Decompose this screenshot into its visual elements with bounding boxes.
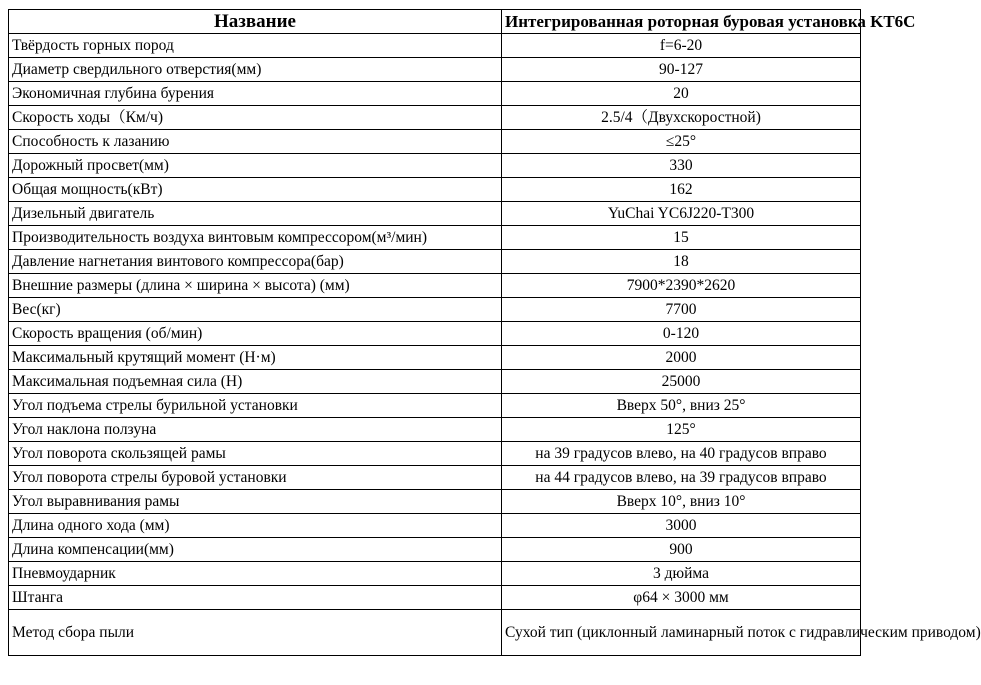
row-value: 15 bbox=[502, 226, 861, 250]
row-value: 3000 bbox=[502, 514, 861, 538]
row-value: на 44 градусов влево, на 39 градусов вправо bbox=[502, 466, 861, 490]
table-row bbox=[9, 250, 861, 274]
row-value: 90-127 bbox=[502, 58, 861, 82]
row-value: 125° bbox=[502, 418, 861, 442]
table-row bbox=[9, 154, 861, 178]
row-label: Твёрдость горных пород bbox=[9, 34, 502, 58]
row-value: 3 дюйма bbox=[502, 562, 861, 586]
table-row bbox=[9, 394, 861, 418]
row-value: YuChai YC6J220-T300 bbox=[502, 202, 861, 226]
row-label: Максимальный крутящий момент (Н·м) bbox=[9, 346, 502, 370]
row-label: Скорость вращения (об/мин) bbox=[9, 322, 502, 346]
row-value: 900 bbox=[502, 538, 861, 562]
row-label: Метод сбора пыли bbox=[9, 610, 502, 656]
table-row bbox=[9, 106, 861, 130]
table-row bbox=[9, 34, 861, 58]
row-label: Длина одного хода (мм) bbox=[9, 514, 502, 538]
row-value: 330 bbox=[502, 154, 861, 178]
row-value: ≤25° bbox=[502, 130, 861, 154]
row-value: 162 bbox=[502, 178, 861, 202]
row-label: Угол поворота стрелы буровой установки bbox=[9, 466, 502, 490]
row-label: Штанга bbox=[9, 586, 502, 610]
table-row bbox=[9, 442, 861, 466]
row-label: Дизельный двигатель bbox=[9, 202, 502, 226]
row-label: Производительность воздуха винтовым компрессором(м³/мин) bbox=[9, 226, 502, 250]
model-column-header: Интегрированная роторная буровая установка KT6C bbox=[502, 10, 861, 34]
table-row bbox=[9, 130, 861, 154]
row-label: Диаметр свердильного отверстия(мм) bbox=[9, 58, 502, 82]
row-value: 18 bbox=[502, 250, 861, 274]
table-row bbox=[9, 226, 861, 250]
table-row bbox=[9, 82, 861, 106]
table-row bbox=[9, 466, 861, 490]
header-row bbox=[9, 10, 861, 34]
row-label: Максимальная подъемная сила (Н) bbox=[9, 370, 502, 394]
row-label: Способность к лазанию bbox=[9, 130, 502, 154]
row-value: на 39 градусов влево, на 40 градусов вправо bbox=[502, 442, 861, 466]
row-label: Внешние размеры (длина × ширина × высота) (мм) bbox=[9, 274, 502, 298]
table-row bbox=[9, 298, 861, 322]
table-row bbox=[9, 202, 861, 226]
row-label: Общая мощность(кВт) bbox=[9, 178, 502, 202]
row-label: Скорость ходы（Км/ч) bbox=[9, 106, 502, 130]
name-column-header: Название bbox=[9, 10, 502, 34]
row-label: Вес(кг) bbox=[9, 298, 502, 322]
row-value: 7700 bbox=[502, 298, 861, 322]
table-row bbox=[9, 490, 861, 514]
row-label: Длина компенсации(мм) bbox=[9, 538, 502, 562]
row-label: Угол наклона ползуна bbox=[9, 418, 502, 442]
row-value: Вверх 10°, вниз 10° bbox=[502, 490, 861, 514]
row-value: Сухой тип (циклонный ламинарный поток с гидравлическим приводом) bbox=[502, 610, 861, 656]
row-label: Угол поворота скользящей рамы bbox=[9, 442, 502, 466]
row-value: 0-120 bbox=[502, 322, 861, 346]
table-row bbox=[9, 178, 861, 202]
row-label: Давление нагнетания винтового компрессора(бар) bbox=[9, 250, 502, 274]
table-row bbox=[9, 586, 861, 610]
row-label: Угол выравнивания рамы bbox=[9, 490, 502, 514]
row-value: 25000 bbox=[502, 370, 861, 394]
table-row bbox=[9, 418, 861, 442]
table-row bbox=[9, 562, 861, 586]
table-row bbox=[9, 370, 861, 394]
table-row bbox=[9, 538, 861, 562]
table-row bbox=[9, 610, 861, 656]
table-row bbox=[9, 322, 861, 346]
table-row bbox=[9, 514, 861, 538]
row-value: 20 bbox=[502, 82, 861, 106]
row-value: Вверх 50°, вниз 25° bbox=[502, 394, 861, 418]
row-value: f=6-20 bbox=[502, 34, 861, 58]
row-value: 7900*2390*2620 bbox=[502, 274, 861, 298]
row-label: Экономичная глубина бурения bbox=[9, 82, 502, 106]
row-value: φ64 × 3000 мм bbox=[502, 586, 861, 610]
row-value: 2000 bbox=[502, 346, 861, 370]
row-label: Дорожный просвет(мм) bbox=[9, 154, 502, 178]
table-row bbox=[9, 58, 861, 82]
row-label: Пневмоударник bbox=[9, 562, 502, 586]
spec-table bbox=[8, 9, 981, 656]
row-label: Угол подъема стрелы бурильной установки bbox=[9, 394, 502, 418]
table-row bbox=[9, 274, 861, 298]
row-value: 2.5/4（Двухскоростной) bbox=[502, 106, 861, 130]
table-row bbox=[9, 346, 861, 370]
